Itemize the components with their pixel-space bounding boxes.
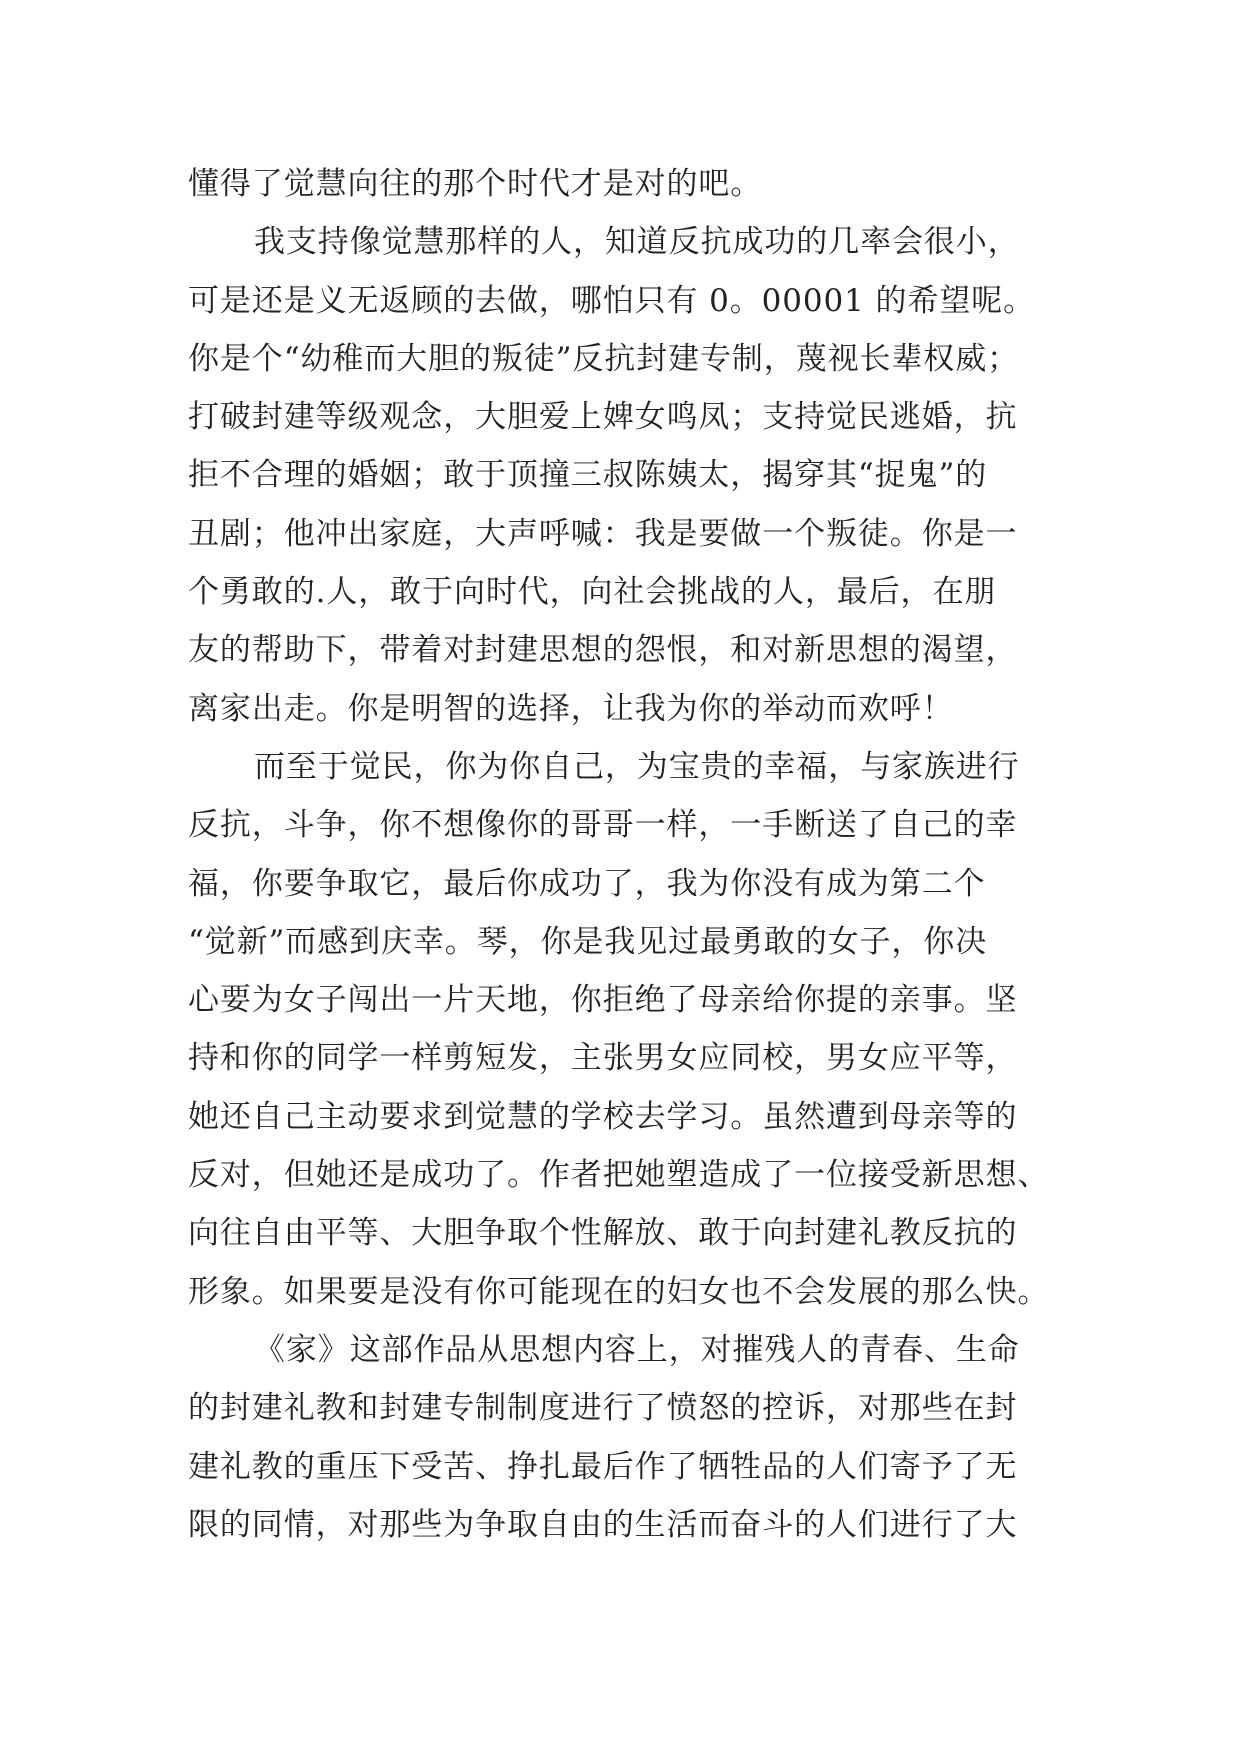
text-line: 懂得了觉慧向往的那个时代才是对的吧。: [188, 166, 763, 202]
text-line: 反对，但她还是成功了。作者把她塑造成了一位接受新思想、: [188, 1157, 1050, 1194]
text-line: 的封建礼教和封建专制制度进行了愤怒的控诉，对那些在封: [188, 1390, 1018, 1427]
text-line: 我支持像觉慧那样的人，知道反抗成功的几率会很小，: [254, 224, 1020, 261]
text-line: 心要为女子闯出一片天地，你拒绝了母亲给你提的亲事。坚: [188, 982, 1018, 1019]
text-line: 可是还是义无返顾的去做，哪怕只有 0。00001 的希望呢。: [188, 282, 1036, 319]
text-line: 反抗，斗争，你不想像你的哥哥一样，一手断送了自己的幸: [188, 807, 1018, 844]
text-line: 福，你要争取它，最后你成功了，我为你没有成为第二个: [188, 865, 986, 902]
text-line: 而至于觉民，你为你自己，为宝贵的幸福，与家族进行: [254, 748, 1020, 785]
text-line: 建礼教的重压下受苦、挣扎最后作了牺牲品的人们寄予了无: [188, 1448, 1018, 1485]
text-line: 友的帮助下，带着对封建思想的怨恨，和对新思想的渴望，: [188, 632, 1018, 669]
text-line: 打破封建等级观念，大胆爱上婢女鸣凤；支持觉民逃婚，抗: [188, 399, 1018, 436]
text-line: 限的同情，对那些为争取自由的生活而奋斗的人们进行了大: [188, 1506, 1018, 1543]
text-line: 形象。如果要是没有你可能现在的妇女也不会发展的那么快。: [188, 1273, 1050, 1310]
text-line: 你是个“幼稚而大胆的叛徒”反抗封建专制，蔑视长辈权威；: [188, 340, 1019, 377]
text-line: 离家出走。你是明智的选择，让我为你的举动而欢呼！: [188, 690, 954, 727]
text-line: 她还自己主动要求到觉慧的学校去学习。虽然遭到母亲等的: [188, 1098, 1018, 1135]
text-line: “觉新”而感到庆幸。琴，你是我见过最勇敢的女子，你决: [188, 923, 988, 960]
text-line: 持和你的同学一样剪短发，主张男女应同校，男女应平等，: [188, 1040, 1018, 1077]
text-line: 向往自由平等、大胆争取个性解放、敢于向封建礼教反抗的: [188, 1215, 1018, 1252]
body-text: [188, 155, 1058, 1554]
text-line: 拒不合理的婚姻；敢于顶撞三叔陈姨太，揭穿其“捉鬼”的: [188, 457, 988, 494]
text-line: 个勇敢的.人，敢于向时代，向社会挑战的人，最后，在朋: [188, 574, 997, 611]
text-line: 《家》这部作品从思想内容上，对摧残人的青春、生命: [254, 1331, 1020, 1368]
text-line: 丑剧；他冲出家庭，大声呼喊：我是要做一个叛徒。你是一: [188, 515, 1018, 552]
